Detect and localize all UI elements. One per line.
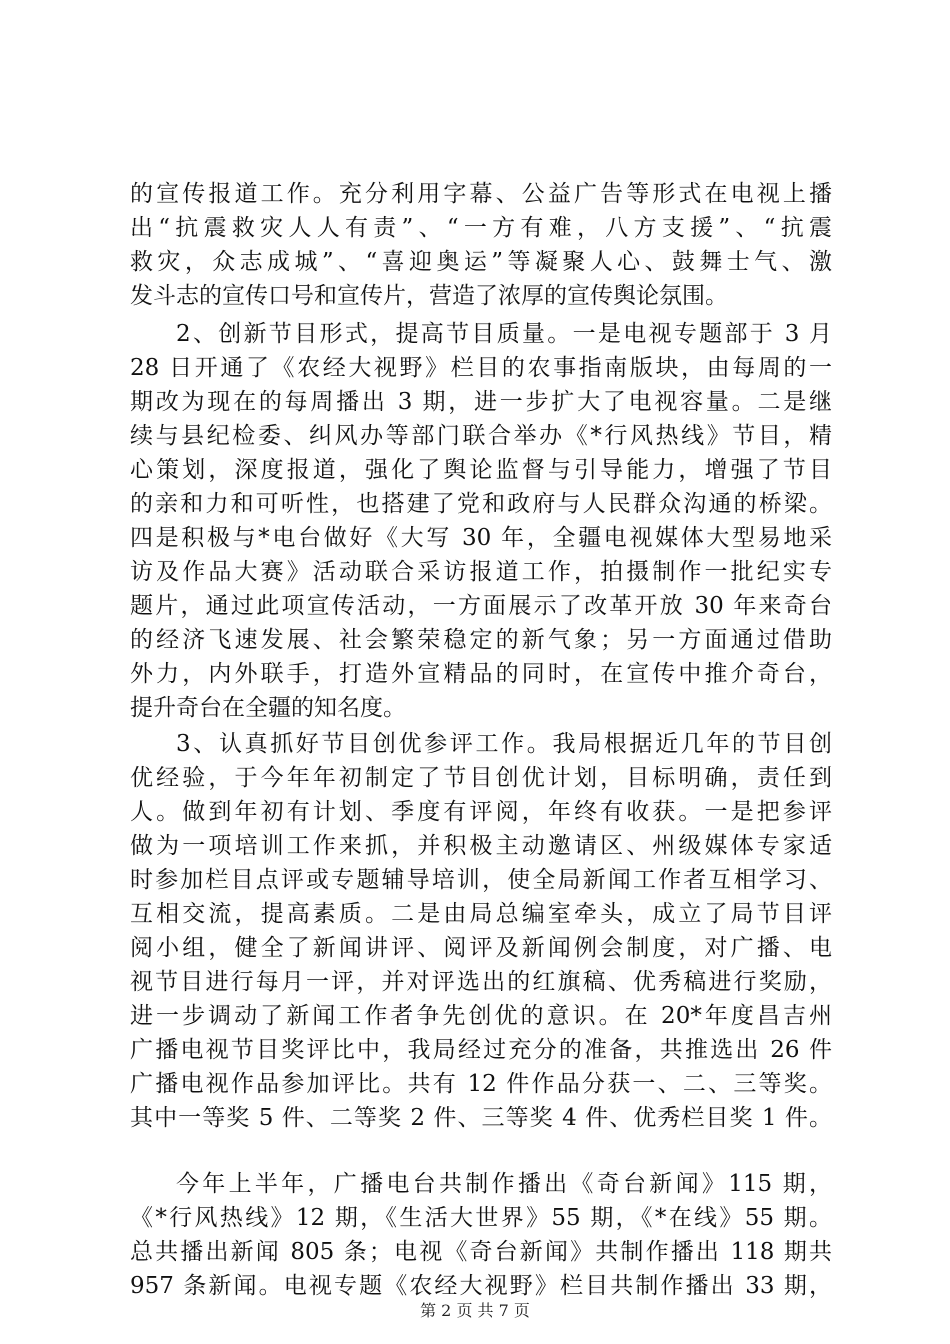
text-line: 的宣传报道工作。充分利用字幕、公益广告等形式在电视上播 <box>130 181 832 207</box>
text-line: 广播电视节目奖评比中，我局经过充分的准备，共推选出 26 件 <box>130 1037 832 1063</box>
text-line: 提升奇台在全疆的知名度。 <box>130 695 406 721</box>
text-line: 出“抗震救灾人人有责”、“一方有难，八方支援”、“抗震 <box>130 215 832 241</box>
text-line: 进一步调动了新闻工作者争先创优的意识。在 20*年度昌吉州 <box>130 1003 832 1029</box>
text-line: 外力，内外联手，打造外宣精品的同时，在宣传中推介奇台， <box>130 661 832 687</box>
text-line: 四是积极与*电台做好《大写 30 年，全疆电视媒体大型易地采 <box>130 525 832 551</box>
text-line: 阅小组，健全了新闻讲评、阅评及新闻例会制度，对广播、电 <box>130 935 832 961</box>
text-line: 做为一项培训工作来抓，并积极主动邀请区、州级媒体专家适 <box>130 833 832 859</box>
text-line: 人。做到年初有计划、季度有评阅，年终有收获。一是把参评 <box>130 799 832 825</box>
text-line: 发斗志的宣传口号和宣传片，营造了浓厚的宣传舆论氛围。 <box>130 283 728 309</box>
text-line: 时参加栏目点评或专题辅导培训，使全局新闻工作者互相学习、 <box>130 867 832 893</box>
text-line: 视节目进行每月一评，并对评选出的红旗稿、优秀稿进行奖励， <box>130 969 832 995</box>
text-line: 优经验，于今年年初制定了节目创优计划，目标明确，责任到 <box>130 765 832 791</box>
text-line: 其中一等奖 5 件、二等奖 2 件、三等奖 4 件、优秀栏目奖 1 件。 <box>130 1105 832 1131</box>
text-line: 题片，通过此项宣传活动，一方面展示了改革开放 30 年来奇台 <box>130 593 832 619</box>
page-number: 第 2 页 共 7 页 <box>420 1301 530 1320</box>
text-line: 广播电视作品参加评比。共有 12 件作品分获一、二、三等奖。 <box>130 1071 832 1097</box>
text-line: 心策划，深度报道，强化了舆论监督与引导能力，增强了节目 <box>130 457 832 483</box>
text-line: 今年上半年，广播电台共制作播出《奇台新闻》115 期， <box>176 1171 832 1197</box>
text-line: 访及作品大赛》活动联合采访报道工作，拍摄制作一批纪实专 <box>130 559 832 585</box>
text-line: 《*行风热线》12 期，《生活大世界》55 期，《*在线》55 期。 <box>130 1205 832 1231</box>
text-line: 3、认真抓好节目创优参评工作。我局根据近几年的节目创 <box>176 731 832 757</box>
text-line: 续与县纪检委、纠风办等部门联合举办《*行风热线》节目，精 <box>130 423 832 449</box>
text-line: 957 条新闻。电视专题《农经大视野》栏目共制作播出 33 期， <box>130 1273 832 1299</box>
text-line: 互相交流，提高素质。二是由局总编室牵头，成立了局节目评 <box>130 901 832 927</box>
text-line: 28 日开通了《农经大视野》栏目的农事指南版块，由每周的一 <box>130 355 832 381</box>
text-line: 救灾，众志成城”、“喜迎奥运”等凝聚人心、鼓舞士气、激 <box>130 249 832 275</box>
text-line: 期改为现在的每周播出 3 期，进一步扩大了电视容量。二是继 <box>130 389 832 415</box>
text-line: 2、创新节目形式，提高节目质量。一是电视专题部于 3 月 <box>176 321 832 347</box>
text-line: 的经济飞速发展、社会繁荣稳定的新气象；另一方面通过借助 <box>130 627 832 653</box>
text-line: 的亲和力和可听性，也搭建了党和政府与人民群众沟通的桥梁。 <box>130 491 832 517</box>
text-line: 总共播出新闻 805 条；电视《奇台新闻》共制作播出 118 期共 <box>130 1239 832 1265</box>
